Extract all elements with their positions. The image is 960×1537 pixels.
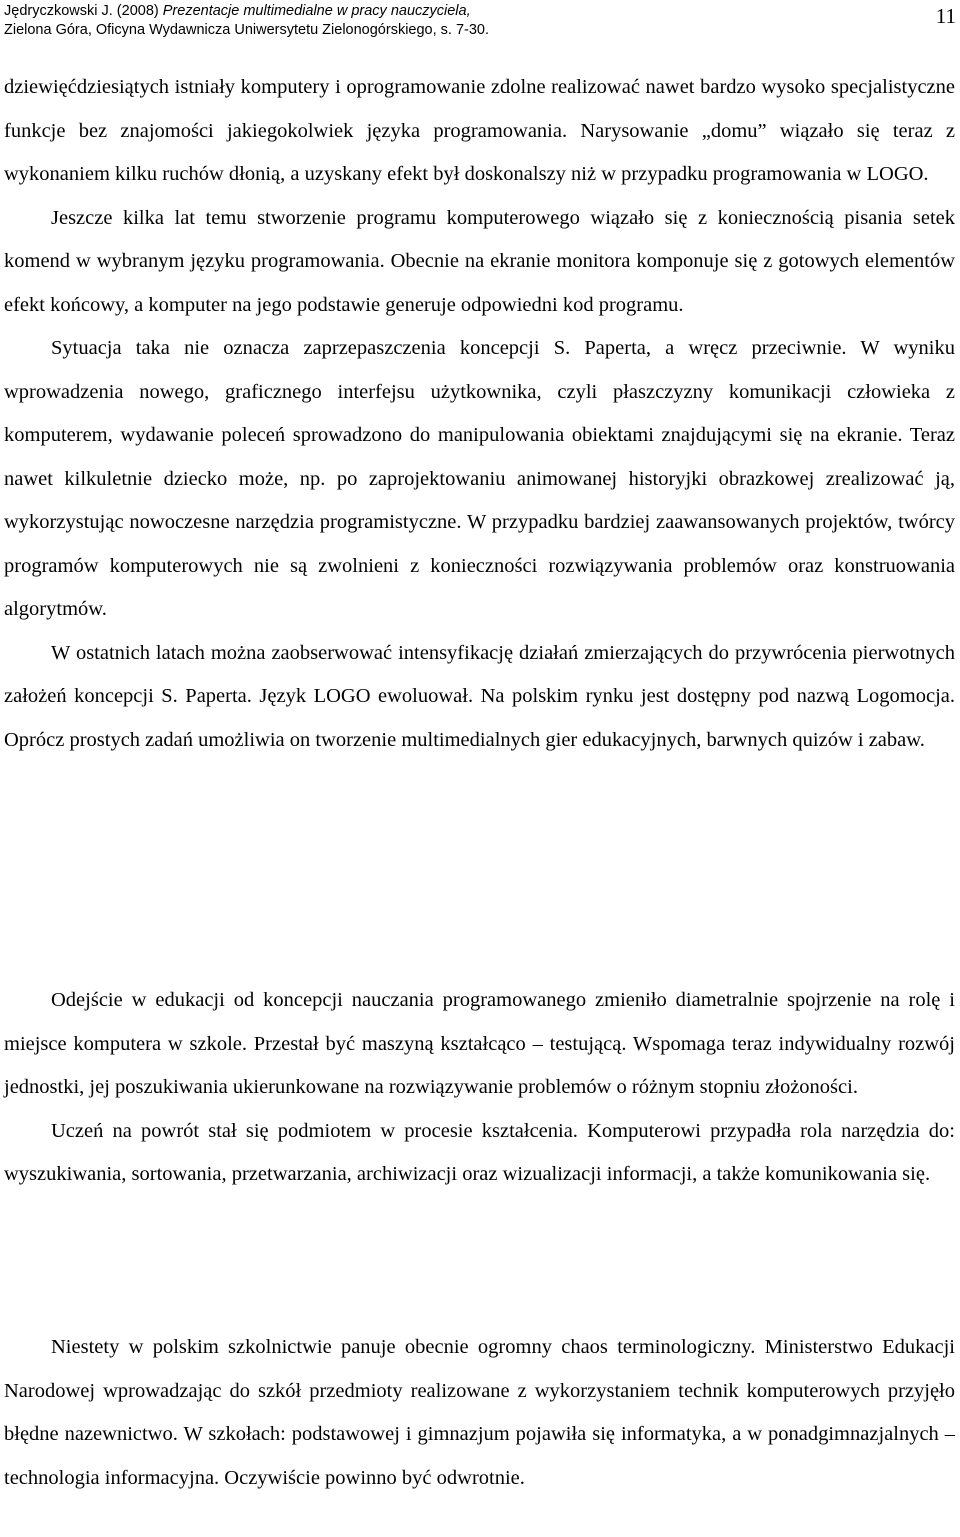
paragraph: Sytuacja taka nie oznacza zaprzepaszczenia koncepcji S. Paperta, a wręcz przeciwnie. W wyniku wprowadzenia nowego, graficznego interfejsu użytkownika, czyli płaszczyzny komunikacji człowieka z komputerem, wydawanie poleceń sprowadzono do manipulowania obiektami znajdującymi się na ekranie. Teraz nawet kilkuletnie dziecko może, np. po zaprojektowaniu animowanej historyjki obrazkowej zrealizować ją, wykorzystując nowoczesne narzędzia programistyczne. W przypadku bardziej zaawansowanych projektów, twórcy programów komputerowych nie są zwolnieni z konieczności rozwiązywania problemów oraz konstruowania algorytmów.	[4, 337, 955, 620]
page-number: 11	[935, 4, 956, 28]
paragraph: dziewięćdziesiątych istniały komputery i oprogramowanie zdolne realizować nawet bardzo wysoko specjalistyczne funkcje bez znajomości jakiegokolwiek języka programowania. Narysowanie „domu” wiązało się teraz z wykonaniem kilku ruchów dłonią, a uzyskany efekt był doskonalszy niż w przypadku programowania w LOGO.	[4, 76, 955, 185]
paragraph: Odejście w edukacji od koncepcji nauczania programowanego zmieniło diametralnie spojrzenie na rolę i miejsce komputera w szkole. Przestał być maszyną kształcąco – testującą. Wspomaga teraz indywidualny rozwój jednostki, jej poszukiwania ukierunkowane na rozwiązywanie problemów o różnym stopniu złożoności.	[4, 989, 955, 1098]
paragraph: Jeszcze kilka lat temu stworzenie programu komputerowego wiązało się z koniecznością pisania setek komend w wybranym języku programowania. Obecnie na ekranie monitora komponuje się z gotowych elementów efekt końcowy, a komputer na jego podstawie generuje odpowiedni kod programu.	[4, 206, 955, 316]
paragraph: W ostatnich latach można zaobserwować intensyfikację działań zmierzających do przywrócenia pierwotnych założeń koncepcji S. Paperta. Język LOGO ewoluował. Na polskim rynku jest dostępny pod nazwą Logomocja. Oprócz prostych zadań umożliwia on tworzenie multimedialnych gier edukacyjnych, barwnych quizów i zabaw.	[4, 641, 955, 751]
text-block-3	[4, 1326, 955, 1500]
text-block-1	[4, 66, 955, 762]
paragraph: Uczeń na powrót stał się podmiotem w procesie kształcenia. Komputerowi przypadła rola narzędzia do: wyszukiwania, sortowania, przetwarzania, archiwizacji oraz wizualizacji informacji, a także komunikowania się.	[4, 1119, 955, 1185]
citation-title: Prezentacje multimedialne w pracy nauczyciela,	[162, 3, 471, 19]
text-block-2	[4, 979, 955, 1197]
citation-publisher: Zielona Góra, Oficyna Wydawnicza Uniwersytetu Zielonogórskiego, s. 7-30.	[4, 22, 490, 38]
citation-header	[4, 2, 956, 42]
citation-line-1	[4, 2, 956, 21]
citation-author-year: Jędryczkowski J. (2008)	[4, 3, 163, 19]
paragraph: Niestety w polskim szkolnictwie panuje obecnie ogromny chaos terminologiczny. Ministerstwo Edukacji Narodowej wprowadzając do szkół przedmioty realizowane z wykorzystaniem technik komputerowych przyjęło błędne nazewnictwo. W szkołach: podstawowej i gimnazjum pojawiła się informatyka, a w ponadgimnazjalnych – technologia informacyjna. Oczywiście powinno być odwrotnie.	[4, 1336, 955, 1489]
